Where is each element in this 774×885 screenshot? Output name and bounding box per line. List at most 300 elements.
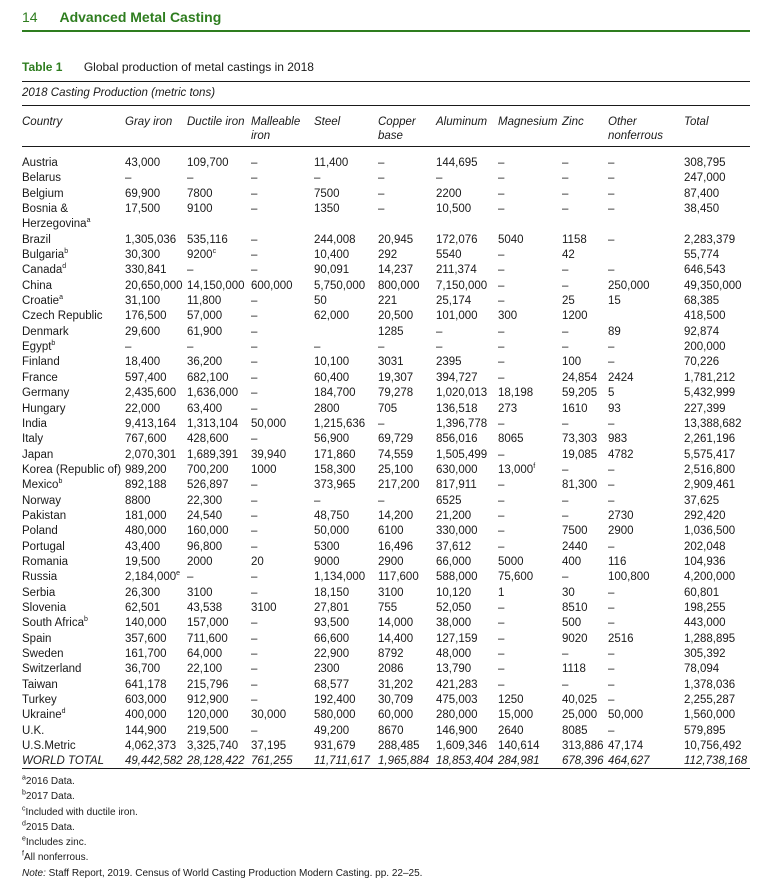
value-cell-magnesium: –	[498, 448, 505, 461]
value-cell-zinc: –	[562, 509, 569, 522]
value-cell-steel: 5300	[314, 540, 340, 553]
value-cell-magnesium: –	[498, 295, 505, 308]
value-cell-other-nonferrous: –	[608, 341, 615, 354]
value-cell-malleable-iron: –	[251, 387, 258, 400]
value-cell-gray-iron: 43,400	[125, 540, 161, 553]
value-cell-gray-iron: 181,000	[125, 509, 167, 522]
country-cell: Russia	[22, 571, 58, 584]
value-cell-magnesium: 5040	[498, 233, 524, 246]
value-cell-copper-base: 117,600	[378, 571, 419, 584]
value-cell-total: 87,400	[684, 187, 720, 200]
value-cell-other-nonferrous: 50,000	[608, 709, 644, 722]
country-cell: Turkey	[22, 694, 57, 707]
table-row	[0, 448, 774, 463]
value-cell-malleable-iron: –	[251, 632, 258, 645]
footnote-marker: e	[176, 570, 181, 578]
footnote-marker: d	[62, 263, 67, 271]
value-cell-aluminum: 330,000	[436, 525, 478, 538]
value-cell-zinc: 19,085	[562, 448, 598, 461]
value-cell-malleable-iron: 50,000	[251, 417, 287, 430]
value-cell-steel: 192,400	[314, 694, 356, 707]
value-cell-malleable-iron: –	[251, 694, 258, 707]
value-cell-zinc: 8085	[562, 724, 588, 737]
country-cell: France	[22, 371, 58, 384]
value-cell-total: 227,399	[684, 402, 726, 415]
country-cell: Belarus	[22, 172, 61, 185]
table-row	[0, 724, 774, 739]
value-cell-steel: 931,679	[314, 740, 356, 753]
value-cell-steel: 27,801	[314, 601, 350, 614]
value-cell-copper-base: –	[378, 187, 385, 200]
value-cell-magnesium: –	[498, 617, 505, 630]
value-cell-copper-base: 755	[378, 601, 398, 614]
value-cell-ductile-iron: –	[187, 264, 194, 277]
value-cell-magnesium: –	[498, 540, 505, 553]
value-cell-total: 10,756,492	[684, 740, 742, 753]
value-cell-copper-base: –	[378, 494, 385, 507]
value-cell-zinc: 500	[562, 617, 582, 630]
value-cell-malleable-iron: –	[251, 356, 258, 369]
value-cell-total: 55,774	[684, 249, 720, 262]
value-cell-aluminum: 48,000	[436, 648, 472, 660]
value-cell-ductile-iron: 120,000	[187, 709, 229, 722]
table-row	[0, 509, 774, 524]
value-cell-gray-iron: 140,000	[125, 617, 167, 630]
value-cell-steel: 22,900	[314, 648, 350, 660]
value-cell-gray-iron: –	[125, 172, 132, 185]
table-row	[0, 678, 774, 693]
value-cell-total: 112,738,168	[684, 755, 748, 768]
value-cell-steel: 50	[314, 295, 327, 308]
value-cell-steel: 11,711,617	[314, 755, 370, 768]
table-subtitle: 2018 Casting Production (metric tons)	[22, 87, 216, 99]
value-cell-gray-iron: 357,600	[125, 632, 167, 645]
table-row	[0, 616, 774, 631]
country-cell: Czech Republic	[22, 310, 103, 323]
value-cell-gray-iron: –	[125, 341, 132, 354]
value-cell-total: 2,909,461	[684, 479, 736, 492]
value-cell-copper-base: 20,500	[378, 310, 414, 323]
value-cell-total: 2,516,800	[684, 463, 736, 476]
value-cell-magnesium: 13,000$^f$	[498, 463, 536, 476]
country-cell: Austria	[22, 157, 58, 169]
value-cell-ductile-iron: –	[187, 172, 194, 185]
value-cell-zinc: 1118	[562, 663, 586, 676]
value-cell-ductile-iron: 215,796	[187, 678, 229, 691]
value-cell-ductile-iron: 43,538	[187, 601, 223, 614]
table-row	[0, 248, 774, 263]
value-cell-zinc: –	[562, 157, 569, 169]
country-cell: Belgium	[22, 187, 64, 200]
value-cell-other-nonferrous: 2516	[608, 632, 634, 645]
value-cell-aluminum: 5540	[436, 249, 462, 262]
value-cell-aluminum: 21,200	[436, 509, 472, 522]
table-row	[0, 309, 774, 324]
value-cell-zinc: 8510	[562, 601, 588, 614]
value-cell-ductile-iron: 9100	[187, 203, 213, 216]
table-label: Table 1	[22, 60, 63, 74]
value-cell-total: 13,388,682	[684, 417, 742, 430]
value-cell-total: 5,575,417	[684, 448, 736, 461]
value-cell-aluminum: 101,000	[436, 310, 478, 323]
value-cell-copper-base: 79,278	[378, 387, 414, 400]
column-header-magnesium: Magnesium	[498, 116, 558, 128]
value-cell-other-nonferrous: –	[608, 601, 615, 614]
value-cell-aluminum: 1,505,499	[436, 448, 488, 461]
value-cell-magnesium: –	[498, 371, 505, 384]
value-cell-magnesium: –	[498, 509, 505, 522]
table-body	[0, 156, 774, 770]
value-cell-gray-iron: 30,300	[125, 249, 161, 262]
value-cell-total: 308,795	[684, 157, 726, 169]
value-cell-total: 60,801	[684, 586, 720, 599]
value-cell-copper-base: 800,000	[378, 279, 420, 292]
value-cell-magnesium: –	[498, 632, 505, 645]
country-cell: Italy	[22, 433, 44, 446]
value-cell-gray-iron: 29,600	[125, 325, 161, 338]
value-cell-steel: 1,134,000	[314, 571, 366, 584]
value-cell-magnesium: 18,198	[498, 387, 534, 400]
value-cell-zinc: –	[562, 325, 569, 338]
value-cell-other-nonferrous: 5	[608, 387, 615, 400]
value-cell-gray-iron: 892,188	[125, 479, 167, 492]
value-cell-malleable-iron: –	[251, 295, 258, 308]
footnote-marker: b	[84, 616, 88, 624]
table-caption	[22, 60, 314, 74]
value-cell-malleable-iron: 20	[251, 555, 264, 568]
country-cell: Pakistan	[22, 509, 67, 522]
value-cell-zinc: 30	[562, 586, 575, 599]
value-cell-ductile-iron: –	[187, 341, 194, 354]
value-cell-malleable-iron: –	[251, 341, 258, 354]
value-cell-other-nonferrous: 4782	[608, 448, 634, 461]
value-cell-zinc: 59,205	[562, 387, 598, 400]
column-header-ductile-iron: Ductile iron	[187, 116, 245, 128]
value-cell-zinc: 73,303	[562, 433, 598, 446]
value-cell-total: 200,000	[684, 341, 726, 354]
column-header-country: Country	[22, 116, 63, 128]
value-cell-gray-iron: 603,000	[125, 694, 167, 707]
value-cell-gray-iron: 144,900	[125, 724, 167, 737]
value-cell-total: 418,500	[684, 310, 726, 323]
country-cell: Croatie$^a$	[22, 294, 63, 308]
value-cell-magnesium: –	[498, 494, 505, 507]
value-cell-gray-iron: 49,442,582	[125, 755, 183, 768]
value-cell-copper-base: 705	[378, 402, 398, 415]
value-cell-magnesium: 273	[498, 402, 518, 415]
value-cell-gray-iron: 43,000	[125, 157, 161, 169]
value-cell-copper-base: 14,237	[378, 264, 414, 277]
value-cell-ductile-iron: 711,600	[187, 632, 228, 645]
country-cell: Ukraine$^d$	[22, 708, 66, 722]
table-caption-text: Global production of metal castings in 2018	[83, 60, 314, 74]
table-row	[0, 540, 774, 555]
value-cell-zinc: 25	[562, 295, 575, 308]
value-cell-ductile-iron: 160,000	[187, 525, 229, 538]
value-cell-magnesium: –	[498, 341, 505, 354]
value-cell-zinc: 2440	[562, 540, 588, 553]
source-note: Note: Staff Report, 2019. Census of World Casting Production Modern Casting. pp. 22–25.	[22, 867, 423, 879]
value-cell-zinc: –	[562, 648, 569, 660]
value-cell-copper-base: 3031	[378, 356, 404, 369]
column-header-total: Total	[684, 116, 709, 128]
value-cell-magnesium: –	[498, 417, 505, 430]
country-cell: Finland	[22, 356, 60, 369]
value-cell-magnesium: 75,600	[498, 571, 534, 584]
country-cell: Romania	[22, 555, 69, 568]
value-cell-total: 443,000	[684, 617, 726, 630]
value-cell-gray-iron: 17,500	[125, 203, 161, 216]
value-cell-magnesium: –	[498, 663, 505, 676]
value-cell-copper-base: 14,200	[378, 509, 414, 522]
value-cell-ductile-iron: 63,400	[187, 402, 223, 415]
value-cell-magnesium: 140,614	[498, 740, 540, 753]
value-cell-steel: 184,700	[314, 387, 356, 400]
value-cell-gray-iron: 989,200	[125, 463, 167, 476]
value-cell-total: 305,392	[684, 648, 726, 660]
value-cell-malleable-iron: –	[251, 571, 258, 584]
country-cell: Serbia	[22, 586, 56, 599]
value-cell-malleable-iron: 37,195	[251, 740, 287, 753]
value-cell-zinc: 678,396	[562, 755, 604, 768]
country-cell: China	[22, 279, 53, 292]
country-cell: South Africa$^b$	[22, 616, 88, 630]
value-cell-steel: 11,400	[314, 157, 349, 169]
value-cell-gray-iron: 641,178	[125, 678, 167, 691]
footnote-marker: a	[86, 217, 91, 225]
value-cell-ductile-iron: 57,000	[187, 310, 223, 323]
value-cell-aluminum: –	[436, 172, 443, 185]
value-cell-aluminum: 817,911	[436, 479, 477, 492]
value-cell-aluminum: 25,174	[436, 295, 472, 308]
value-cell-other-nonferrous: –	[608, 648, 615, 660]
value-cell-steel: 2800	[314, 402, 340, 415]
table-row	[0, 555, 774, 570]
value-cell-ductile-iron: 28,128,422	[187, 755, 245, 768]
value-cell-copper-base: 1,965,884	[378, 755, 430, 768]
value-cell-ductile-iron: 22,100	[187, 663, 223, 676]
value-cell-steel: 66,600	[314, 632, 350, 645]
value-cell-malleable-iron: –	[251, 187, 258, 200]
value-cell-magnesium: –	[498, 249, 505, 262]
value-cell-malleable-iron: –	[251, 494, 258, 507]
footnote-marker: a	[59, 294, 63, 302]
value-cell-gray-iron: 9,413,164	[125, 417, 177, 430]
table-row	[0, 171, 774, 186]
value-cell-other-nonferrous: –	[608, 417, 615, 430]
value-cell-copper-base: 221	[378, 295, 398, 308]
value-cell-ductile-iron: 700,200	[187, 463, 229, 476]
value-cell-copper-base: 14,400	[378, 632, 414, 645]
value-cell-copper-base: 6100	[378, 525, 404, 538]
table-row	[0, 463, 774, 478]
value-cell-gray-iron: 4,062,373	[125, 740, 177, 753]
value-cell-aluminum: 588,000	[436, 571, 478, 584]
page-number: 14	[22, 9, 38, 25]
value-cell-ductile-iron: 912,900	[187, 694, 229, 707]
running-head	[22, 9, 221, 25]
value-cell-copper-base: 31,202	[378, 678, 414, 691]
value-cell-ductile-iron: 526,897	[187, 479, 229, 492]
value-cell-total: 646,543	[684, 264, 726, 277]
value-cell-magnesium: –	[498, 264, 505, 277]
value-cell-magnesium: –	[498, 203, 505, 216]
country-cell: Bosnia & Herzegovina$^a$	[22, 203, 91, 231]
table-row	[0, 340, 774, 355]
value-cell-ductile-iron: 14,150,000	[187, 279, 245, 292]
value-cell-zinc: 25,000	[562, 709, 598, 722]
value-cell-steel: 7500	[314, 187, 340, 200]
value-cell-total: 2,255,287	[684, 694, 736, 707]
value-cell-steel: –	[314, 341, 321, 354]
value-cell-total: 92,874	[684, 325, 720, 338]
value-cell-ductile-iron: 157,000	[187, 617, 229, 630]
value-cell-zinc: –	[562, 417, 569, 430]
footnote-marker: b	[51, 340, 56, 348]
column-header-gray-iron: Gray iron	[125, 116, 173, 128]
value-cell-malleable-iron: –	[251, 678, 258, 691]
value-cell-gray-iron: 330,841	[125, 264, 167, 277]
value-cell-zinc: 100	[562, 356, 582, 369]
value-cell-ductile-iron: 1,313,104	[187, 417, 239, 430]
value-cell-gray-iron: 31,100	[125, 295, 161, 308]
table-row	[0, 202, 774, 233]
value-cell-other-nonferrous: –	[608, 494, 615, 507]
value-cell-other-nonferrous: –	[608, 187, 615, 200]
value-cell-magnesium: 1250	[498, 694, 524, 707]
value-cell-ductile-iron: 24,540	[187, 509, 223, 522]
value-cell-gray-iron: 20,650,000	[125, 279, 183, 292]
value-cell-magnesium: –	[498, 187, 505, 200]
value-cell-aluminum: 1,020,013	[436, 387, 488, 400]
value-cell-zinc: 313,886	[562, 740, 604, 753]
footnote-marker: b	[64, 248, 69, 256]
value-cell-steel: –	[314, 172, 321, 185]
value-cell-copper-base: 20,945	[378, 233, 414, 246]
value-cell-magnesium: –	[498, 648, 505, 660]
value-cell-gray-iron: 1,305,036	[125, 233, 177, 246]
value-cell-ductile-iron: 36,200	[187, 356, 223, 369]
value-cell-ductile-iron: 7800	[187, 187, 213, 200]
value-cell-gray-iron: 176,500	[125, 310, 167, 323]
table-row	[0, 187, 774, 202]
value-cell-zinc: 1610	[562, 402, 588, 415]
table-row	[0, 402, 774, 417]
value-cell-ductile-iron: 2000	[187, 555, 213, 568]
footnote: $^d$2015 Data.	[22, 820, 75, 833]
value-cell-malleable-iron: –	[251, 433, 258, 446]
column-header-aluminum: Aluminum	[436, 116, 488, 128]
value-cell-steel: 18,150	[314, 586, 350, 599]
value-cell-other-nonferrous: –	[608, 617, 615, 630]
value-cell-ductile-iron: 61,900	[187, 325, 223, 338]
value-cell-aluminum: 10,120	[436, 586, 472, 599]
value-cell-copper-base: 2900	[378, 555, 404, 568]
value-cell-zinc: 24,854	[562, 371, 598, 384]
table-row	[0, 693, 774, 708]
value-cell-aluminum: 38,000	[436, 617, 472, 630]
value-cell-gray-iron: 400,000	[125, 709, 167, 722]
value-cell-ductile-iron: 3100	[187, 586, 213, 599]
value-cell-other-nonferrous: 116	[608, 555, 627, 568]
country-cell: Sweden	[22, 648, 64, 660]
table-row	[0, 263, 774, 278]
value-cell-magnesium: –	[498, 479, 505, 492]
value-cell-magnesium: 284,981	[498, 755, 540, 768]
value-cell-magnesium: 15,000	[498, 709, 534, 722]
value-cell-copper-base: 19,307	[378, 371, 414, 384]
table-bottom-divider	[22, 768, 750, 769]
country-cell: Spain	[22, 632, 52, 645]
value-cell-malleable-iron: 600,000	[251, 279, 293, 292]
value-cell-zinc: 9020	[562, 632, 588, 645]
value-cell-ductile-iron: 96,800	[187, 540, 223, 553]
value-cell-magnesium: 300	[498, 310, 518, 323]
value-cell-total: 104,936	[684, 555, 726, 568]
footnote: $^c$Included with ductile iron.	[22, 805, 138, 818]
country-cell: Mexico$^b$	[22, 478, 63, 492]
value-cell-ductile-iron: 109,700	[187, 157, 229, 169]
country-cell: India	[22, 417, 47, 430]
value-cell-aluminum: 52,050	[436, 601, 472, 614]
book-title: Advanced Metal Casting	[59, 9, 222, 25]
value-cell-steel: 1350	[314, 203, 340, 216]
table-row	[0, 601, 774, 616]
value-cell-gray-iron: 597,400	[125, 371, 167, 384]
value-cell-aluminum: 13,790	[436, 663, 472, 676]
value-cell-malleable-iron: –	[251, 402, 258, 415]
value-cell-copper-base: 8792	[378, 648, 404, 660]
value-cell-other-nonferrous: –	[608, 694, 615, 707]
value-cell-copper-base: 69,729	[378, 433, 414, 446]
value-cell-gray-iron: 26,300	[125, 586, 161, 599]
value-cell-zinc: –	[562, 264, 569, 277]
value-cell-total: 5,432,999	[684, 387, 736, 400]
value-cell-ductile-iron: 682,100	[187, 371, 229, 384]
value-cell-total: 2,261,196	[684, 433, 736, 446]
value-cell-copper-base: –	[378, 172, 385, 185]
value-cell-aluminum: 475,003	[436, 694, 478, 707]
value-cell-aluminum: 66,000	[436, 555, 472, 568]
value-cell-malleable-iron: –	[251, 586, 258, 599]
caption-divider	[22, 81, 750, 82]
table-row	[0, 279, 774, 294]
value-cell-aluminum: 7,150,000	[436, 279, 488, 292]
value-cell-ductile-iron: 1,689,391	[187, 448, 239, 461]
value-cell-other-nonferrous: 464,627	[608, 755, 650, 768]
country-cell: Bulgaria$^b$	[22, 248, 69, 262]
value-cell-aluminum: 2200	[436, 187, 462, 200]
value-cell-copper-base: 3100	[378, 586, 404, 599]
value-cell-other-nonferrous: 2424	[608, 371, 634, 384]
value-cell-other-nonferrous: –	[608, 264, 615, 277]
value-cell-zinc: –	[562, 203, 569, 216]
country-cell: WORLD TOTAL	[22, 755, 104, 768]
value-cell-malleable-iron: 3100	[251, 601, 277, 614]
value-cell-aluminum: 2395	[436, 356, 462, 369]
table-row	[0, 371, 774, 386]
table-row	[0, 494, 774, 509]
country-cell: U.K.	[22, 724, 45, 737]
value-cell-gray-iron: 2,184,000e	[125, 570, 181, 584]
value-cell-malleable-iron: –	[251, 264, 258, 277]
value-cell-ductile-iron: 64,000	[187, 648, 223, 660]
value-cell-zinc: –	[562, 571, 569, 584]
country-cell: Portugal	[22, 540, 65, 553]
value-cell-steel: 1,215,636	[314, 417, 366, 430]
value-cell-ductile-iron: 428,600	[187, 433, 229, 446]
value-cell-steel: 580,000	[314, 709, 356, 722]
